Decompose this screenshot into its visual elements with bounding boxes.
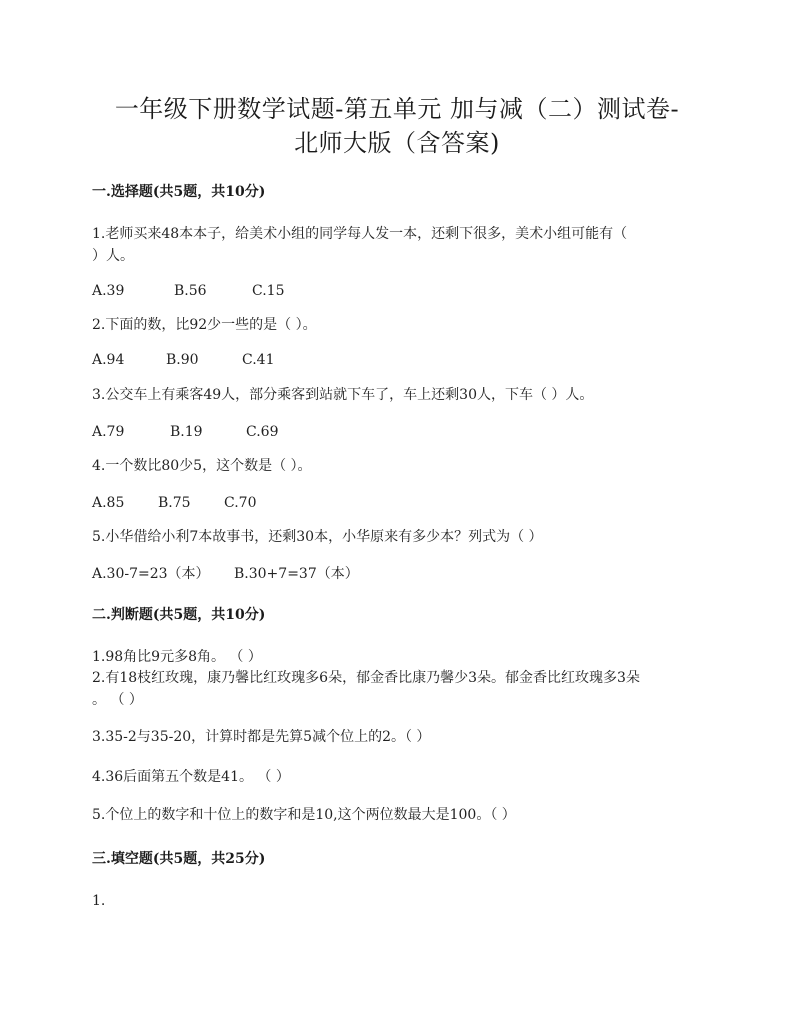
question-options: [92, 494, 256, 512]
option: A.85: [92, 495, 125, 511]
question-text: 3.35-2与35-20，计算时都是先算5减个位上的2。（ ）: [92, 729, 431, 745]
question-text: 3.公交车上有乘客49人，部分乘客到站就下车了，车上还剩30人，下车（ ）人。: [92, 387, 594, 403]
question-options: [92, 423, 278, 441]
option: A.30-7=23（本）: [92, 566, 210, 582]
document-title-line-1: 一年级下册数学试题-第五单元 加与减（二）测试卷-: [114, 95, 680, 123]
option: C.41: [242, 352, 275, 368]
question-text: 1.: [92, 893, 106, 909]
section-heading-choice: 一.选择题(共5题，共10分): [92, 184, 266, 200]
option: C.69: [246, 424, 279, 440]
question-text: 2.有18枝红玫瑰，康乃馨比红玫瑰多6朵，郁金香比康乃馨少3朵。郁金香比红玫瑰多3朵: [92, 670, 640, 686]
section-heading-fill: 三.填空题(共5题，共25分): [92, 851, 266, 867]
question-text: ）人。: [92, 248, 134, 264]
question-text: 5.个位上的数字和十位上的数字和是10,这个两位数最大是100。（ ）: [92, 807, 516, 823]
question-text: 5.小华借给小利7本故事书，还剩30本，小华原来有多少本？列式为（ ）: [92, 529, 543, 545]
question-options: [92, 351, 274, 369]
option: B.30+7=37（本）: [234, 566, 359, 582]
question-options: [92, 282, 284, 300]
option: B.56: [174, 283, 207, 299]
option: C.15: [252, 283, 285, 299]
question-text: 4.一个数比80少5，这个数是（ ）。: [92, 458, 312, 474]
question-text: 4.36后面第五个数是41。 （ ）: [92, 769, 290, 785]
option: A.79: [92, 424, 125, 440]
option: B.19: [170, 424, 203, 440]
option: C.70: [224, 495, 257, 511]
option: B.75: [158, 495, 191, 511]
section-heading-judge: 二.判断题(共5题，共10分): [92, 607, 266, 623]
document-title-line-2: 北师大版（含答案): [294, 129, 500, 157]
option: A.94: [92, 352, 125, 368]
question-options: [92, 565, 359, 583]
question-text: 1.98角比9元多8角。 （ ）: [92, 649, 262, 665]
question-text: 。 （ ）: [92, 692, 143, 708]
option: A.39: [92, 283, 125, 299]
question-text: 1.老师买来48本本子，给美术小组的同学每人发一本，还剩下很多，美术小组可能有（: [92, 226, 628, 242]
question-text: 2.下面的数，比92少一些的是（ ）。: [92, 317, 317, 333]
option: B.90: [166, 352, 199, 368]
